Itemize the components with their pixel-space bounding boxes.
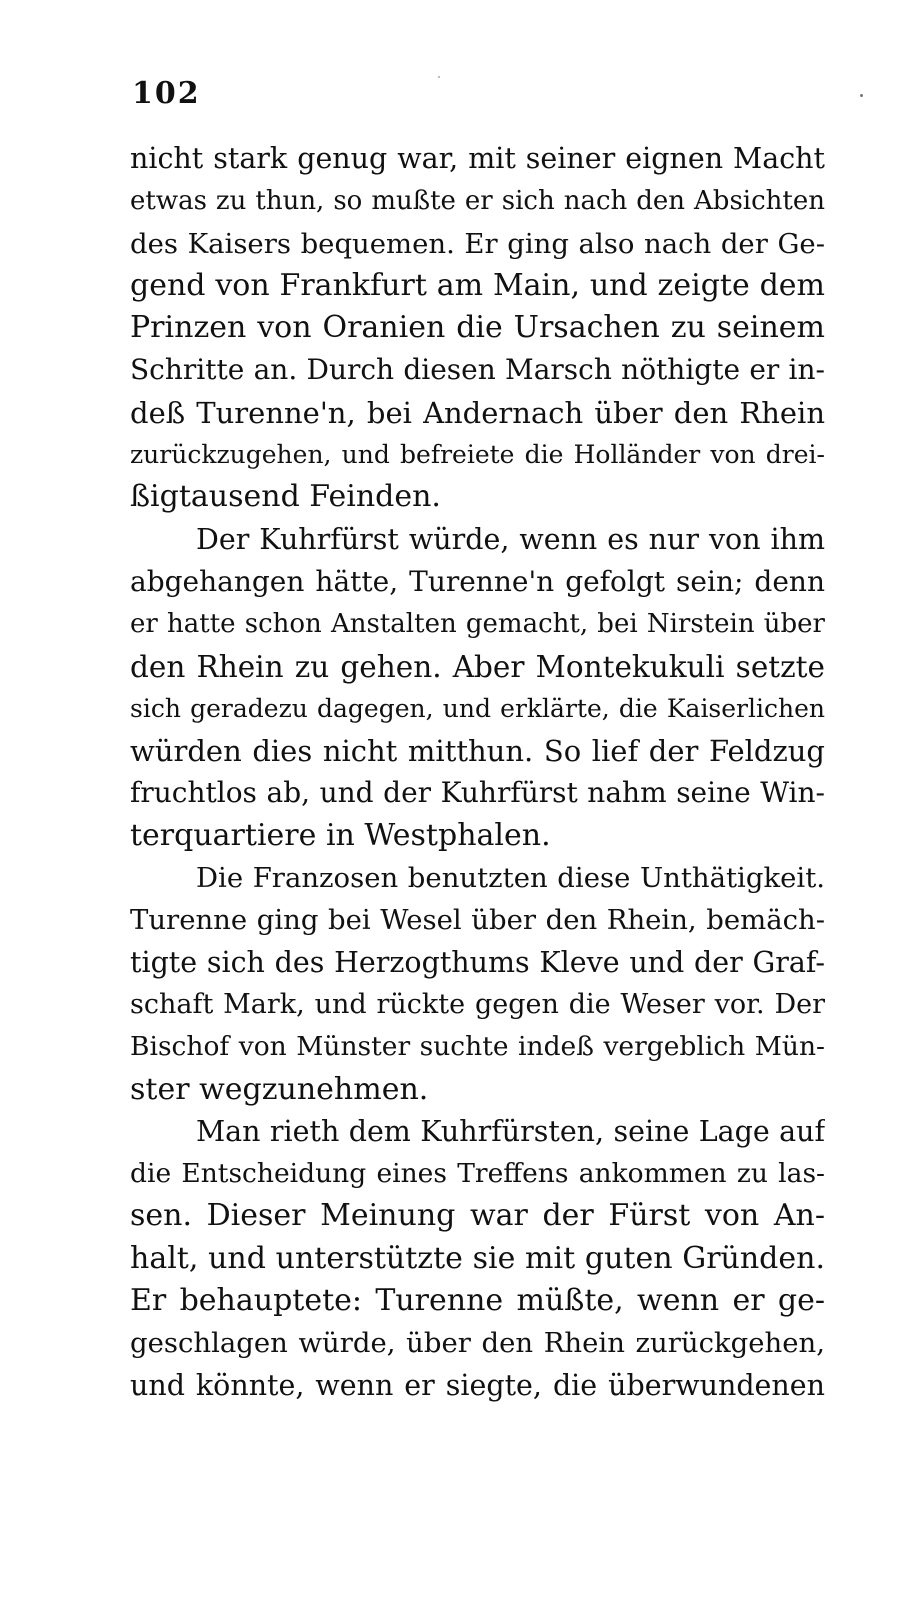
text-line: Turenne ging bei Wesel über den Rhein, bemäch-	[130, 904, 825, 937]
text-line: tigte sich des Herzogthums Kleve und der Graf-	[130, 945, 825, 979]
text-line: halt, und unterstützte sie mit guten Gründen.	[130, 1240, 825, 1276]
text-line: er hatte schon Anstalten gemacht, bei Nirstein über	[130, 609, 825, 640]
text-line: sen. Dieser Meinung war der Fürst von An-	[130, 1198, 825, 1234]
text-line: gend von Frankfurt am Main, und zeigte dem	[130, 267, 825, 303]
paragraph-start-line: Man rieth dem Kuhrfürsten, seine Lage auf	[196, 1114, 825, 1148]
text-line: geschlagen würde, über den Rhein zurückgehen,	[130, 1327, 825, 1360]
text-line: sich geradezu dagegen, und erklärte, die Kaiserlichen	[130, 693, 825, 723]
text-line: Prinzen von Oranien die Ursachen zu seinem	[130, 310, 825, 346]
text-line: deß Turenne'n, bei Andernach über den Rhein	[130, 395, 825, 430]
text-line: abgehangen hätte, Turenne'n gefolgt sein; denn	[130, 564, 825, 598]
text-line: schaft Mark, und rückte gegen die Weser vor. Der	[130, 988, 825, 1020]
text-line: und könnte, wenn er siegte, die überwundenen	[130, 1368, 825, 1402]
text-line: Er behauptete: Turenne müßte, wenn er ge-	[130, 1283, 825, 1319]
page-number: 102	[132, 76, 201, 111]
body-text	[130, 138, 825, 1407]
text-line: des Kaisers bequemen. Er ging also nach der Ge-	[130, 227, 825, 260]
text-line: etwas zu thun, so mußte er sich nach den Absichten	[130, 186, 825, 217]
text-line: ßigtausend Feinden.	[130, 479, 441, 515]
paragraph-start-line: Der Kuhrfürst würde, wenn es nur von ihm	[196, 522, 825, 556]
text-line: würden dies nicht mitthun. So lief der Feldzug	[130, 734, 825, 769]
text-line: zurückzugehen, und befreiete die Holländer von drei-	[130, 440, 825, 470]
text-line: fruchtlos ab, und der Kuhrfürst nahm seine Win-	[130, 776, 825, 810]
text-line: Bischof von Münster suchte indeß vergeblich Mün-	[130, 1031, 825, 1063]
text-line: nicht stark genug war, mit seiner eignen Macht	[130, 142, 825, 175]
text-line: die Entscheidung eines Treffens ankommen zu las-	[130, 1158, 825, 1190]
paragraph-start-line: Die Franzosen benutzten diese Unthätigkeit.	[196, 862, 825, 895]
text-line: Schritte an. Durch diesen Marsch nöthigte er in-	[130, 353, 825, 387]
text-line: ster wegzunehmen.	[130, 1071, 429, 1107]
scan-speck	[438, 76, 440, 78]
text-line: terquartiere in Westphalen.	[130, 817, 551, 853]
text-line: den Rhein zu gehen. Aber Montekukuli setzte	[130, 649, 825, 684]
scan-speck	[860, 94, 863, 97]
